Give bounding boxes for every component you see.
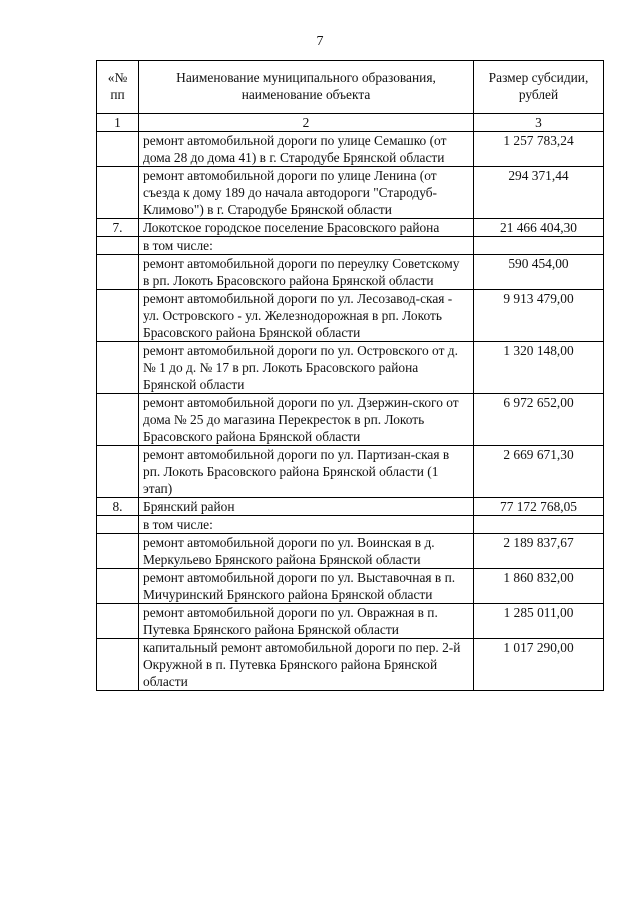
row-num — [97, 534, 139, 569]
table-row — [97, 132, 604, 167]
row-amount: 21 466 404,30 — [474, 219, 604, 237]
row-num — [97, 167, 139, 219]
table-row — [97, 237, 604, 255]
table-row — [97, 534, 604, 569]
table-row — [97, 604, 604, 639]
table-row — [97, 290, 604, 342]
row-amount: 6 972 652,00 — [474, 394, 604, 446]
table-row — [97, 255, 604, 290]
row-name: ремонт автомобильной дороги по ул. Выставочная в п. Мичуринский Брянского района Брянской области — [139, 569, 474, 604]
row-name: в том числе: — [139, 516, 474, 534]
row-num — [97, 639, 139, 691]
row-name: ремонт автомобильной дороги по ул. Лесозавод-ская - ул. Островского - ул. Железнодорожная в рп. Локоть Брасовского района Брянской области — [139, 290, 474, 342]
row-name: ремонт автомобильной дороги по переулку Советскому в рп. Локоть Брасовского района Брянской области — [139, 255, 474, 290]
header-row — [97, 61, 604, 114]
header-name: Наименование муниципального образования, наименование объекта — [139, 61, 474, 114]
row-num — [97, 290, 139, 342]
row-num — [97, 342, 139, 394]
row-num — [97, 255, 139, 290]
row-name: ремонт автомобильной дороги по улице Семашко (от дома 28 до дома 41) в г. Стародубе Брянской области — [139, 132, 474, 167]
row-name: ремонт автомобильной дороги по ул. Дзержин-ского от дома № 25 до магазина Перекресток в рп. Локоть Брасовского района Брянской области — [139, 394, 474, 446]
table-row — [97, 167, 604, 219]
row-num: 7. — [97, 219, 139, 237]
row-num — [97, 569, 139, 604]
page-number: 7 — [316, 34, 324, 49]
row-name: в том числе: — [139, 237, 474, 255]
row-amount — [474, 237, 604, 255]
table-row — [97, 569, 604, 604]
row-num — [97, 132, 139, 167]
row-name: ремонт автомобильной дороги по ул. Овражная в п. Путевка Брянского района Брянской области — [139, 604, 474, 639]
row-name: ремонт автомобильной дороги по ул. Островского от д. № 1 до д. № 17 в рп. Локоть Брасовского района Брянской области — [139, 342, 474, 394]
table-row — [97, 498, 604, 516]
row-amount — [474, 516, 604, 534]
index-cell-2: 2 — [139, 114, 474, 132]
row-amount: 294 371,44 — [474, 167, 604, 219]
row-amount: 1 257 783,24 — [474, 132, 604, 167]
row-num — [97, 237, 139, 255]
row-amount: 2 189 837,67 — [474, 534, 604, 569]
header-amount: Размер субсидии, рублей — [474, 61, 604, 114]
row-num: 8. — [97, 498, 139, 516]
row-num — [97, 394, 139, 446]
index-cell-3: 3 — [474, 114, 604, 132]
subsidy-table — [96, 60, 604, 691]
row-name: Брянский район — [139, 498, 474, 516]
row-num — [97, 446, 139, 498]
row-num — [97, 604, 139, 639]
row-amount: 9 913 479,00 — [474, 290, 604, 342]
header-num: «№ пп — [97, 61, 139, 114]
table-row — [97, 342, 604, 394]
table-row — [97, 394, 604, 446]
row-num — [97, 516, 139, 534]
row-name: ремонт автомобильной дороги по ул. Партизан-ская в рп. Локоть Брасовского района Брянской области (1 этап) — [139, 446, 474, 498]
row-name: капитальный ремонт автомобильной дороги по пер. 2-й Окружной в п. Путевка Брянского района Брянской области — [139, 639, 474, 691]
row-name: ремонт автомобильной дороги по улице Ленина (от съезда к дому 189 до начала автодороги "Стародуб-Климово") в г. Стародубе Брянской области — [139, 167, 474, 219]
row-amount: 1 860 832,00 — [474, 569, 604, 604]
table-row — [97, 446, 604, 498]
row-amount: 77 172 768,05 — [474, 498, 604, 516]
index-cell-1: 1 — [97, 114, 139, 132]
row-amount: 590 454,00 — [474, 255, 604, 290]
table-row — [97, 516, 604, 534]
index-row — [97, 114, 604, 132]
row-amount: 2 669 671,30 — [474, 446, 604, 498]
row-amount: 1 320 148,00 — [474, 342, 604, 394]
row-name: ремонт автомобильной дороги по ул. Воинская в д. Меркульево Брянского района Брянской области — [139, 534, 474, 569]
row-name: Локотское городское поселение Брасовского района — [139, 219, 474, 237]
row-amount: 1 285 011,00 — [474, 604, 604, 639]
table-row — [97, 639, 604, 691]
row-amount: 1 017 290,00 — [474, 639, 604, 691]
table-row — [97, 219, 604, 237]
